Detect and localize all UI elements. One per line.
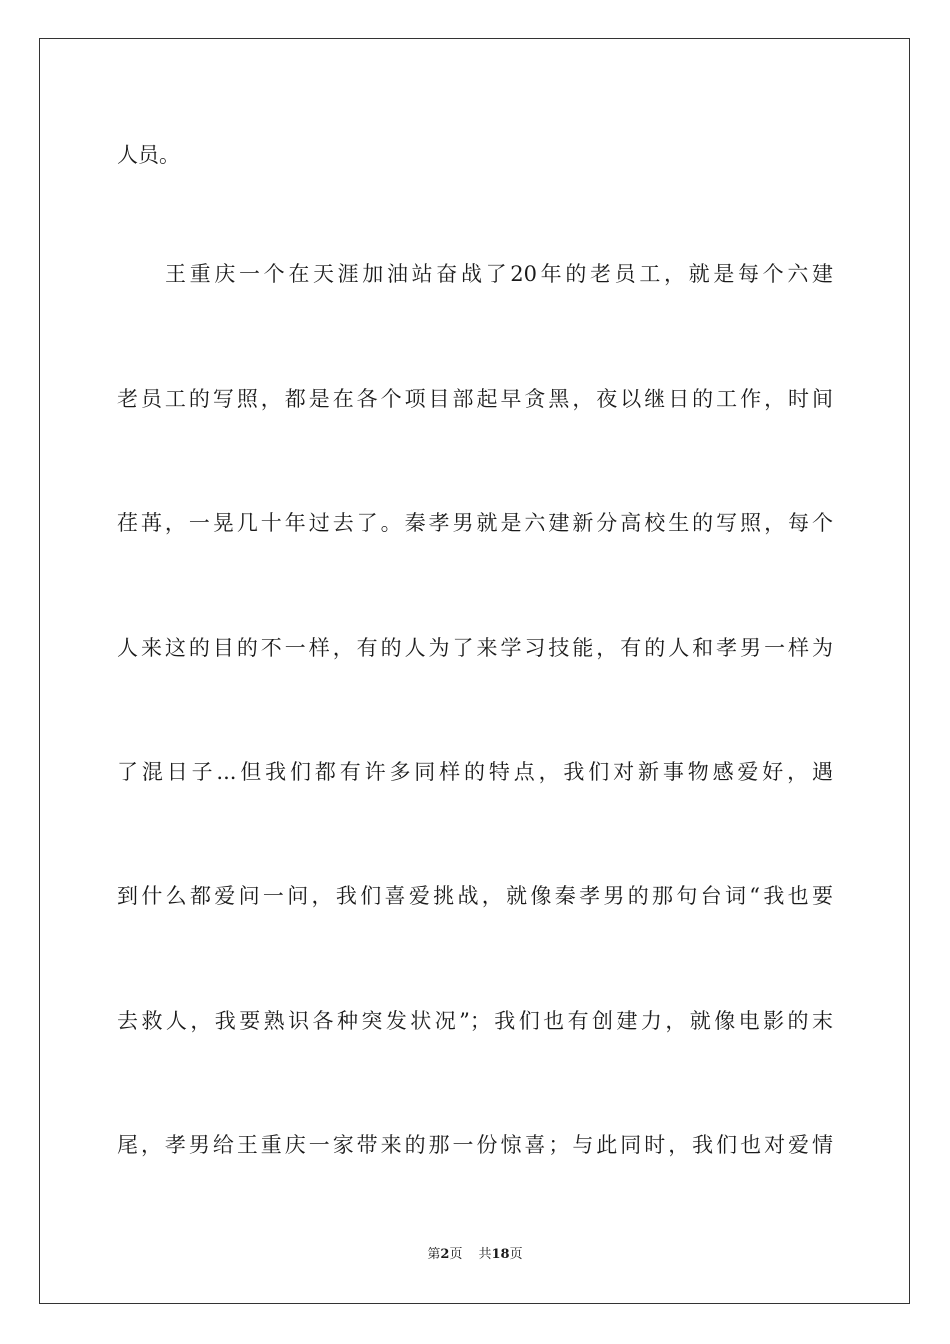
text-line: 到什么都爱问一问，我们喜爱挑战，就像秦孝男的那句台词“我也要	[117, 884, 833, 908]
text-line: 了混日子...但我们都有许多同样的特点，我们对新事物感爱好，遇	[117, 760, 833, 784]
text-line: 去救人，我要熟识各种突发状况”；我们也有创建力，就像电影的末	[117, 1009, 833, 1033]
text-line: 人来这的目的不一样，有的人为了来学习技能，有的人和孝男一样为	[117, 636, 833, 660]
paragraph-first-line: 王重庆一个在天涯加油站奋战了20年的老员工，就是每个六建	[165, 262, 833, 286]
page-prefix: 第	[427, 1247, 441, 1262]
page-footer	[0, 1245, 950, 1265]
text-line: 尾，孝男给王重庆一家带来的那一份惊喜；与此同时，我们也对爱情	[117, 1133, 833, 1157]
text-line: 老员工的写照，都是在各个项目部起早贪黑，夜以继日的工作，时间	[117, 387, 833, 411]
page-border	[39, 38, 910, 1304]
total-suffix: 页	[509, 1247, 523, 1262]
text-line: 荏苒，一晃几十年过去了。秦孝男就是六建新分高校生的写照，每个	[117, 511, 833, 535]
text-line: 人员。	[117, 143, 180, 167]
total-prefix: 共	[478, 1247, 492, 1262]
page-suffix: 页	[449, 1247, 463, 1262]
total-pages: 18	[491, 1247, 510, 1262]
page-number: 2	[440, 1247, 450, 1262]
